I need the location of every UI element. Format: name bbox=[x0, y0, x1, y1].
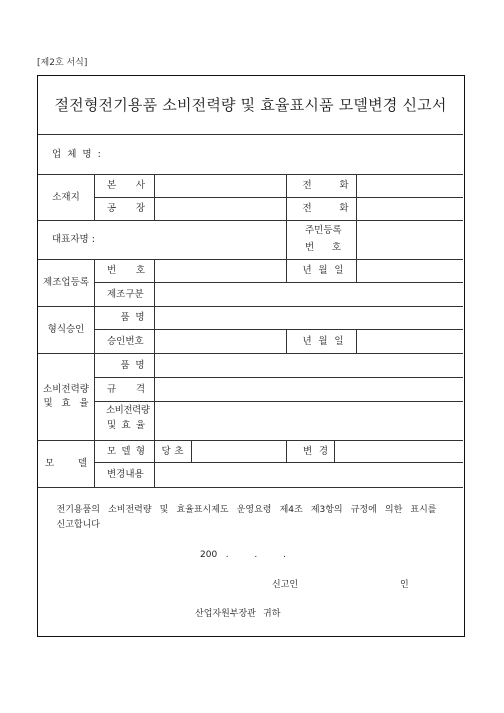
registration-number-label: 번 호 bbox=[107, 265, 145, 276]
original-label: 당 초 bbox=[161, 445, 184, 457]
change-details-label: 변경내용 bbox=[107, 469, 144, 480]
change-details-cell bbox=[155, 463, 463, 488]
approval-date-cell bbox=[357, 330, 463, 354]
original-model-cell bbox=[192, 441, 287, 463]
registration-number-label-cell bbox=[95, 260, 155, 283]
resident-number-label-cell bbox=[287, 221, 357, 260]
spec-label: 규 격 bbox=[107, 383, 145, 395]
factory-address-cell bbox=[155, 198, 287, 221]
declaration-form-table bbox=[37, 75, 465, 637]
model-label-cell bbox=[38, 441, 95, 488]
spec-cell bbox=[155, 378, 463, 402]
factory-phone-label: 전 화 bbox=[302, 203, 349, 214]
efficiency-product-label-cell bbox=[95, 354, 155, 378]
consumption-value-cell bbox=[155, 402, 463, 441]
head-office-address-cell bbox=[155, 175, 287, 198]
changed-label-cell bbox=[287, 441, 335, 463]
changed-label: 변 경 bbox=[303, 445, 328, 457]
approval-date-label: 년 월 일 bbox=[302, 335, 344, 347]
model-type-label: 모 델 형 bbox=[107, 445, 145, 457]
representative-row bbox=[38, 221, 287, 260]
applicant-label: 신고인 bbox=[272, 579, 299, 590]
registration-number-cell bbox=[155, 260, 287, 283]
company-name-label: 업 체 명 : bbox=[52, 148, 101, 160]
declaration-statement-line2: 신고합니다 bbox=[56, 519, 100, 530]
consumption-efficiency-label bbox=[38, 354, 95, 441]
registration-date-cell bbox=[357, 260, 463, 283]
type-approval-label: 형식승인 bbox=[38, 307, 95, 354]
consumption-value-label-line2: 및 효 율 bbox=[107, 420, 145, 431]
head-office-label: 본 사 bbox=[107, 180, 145, 191]
approval-product-label-cell bbox=[95, 307, 155, 330]
resident-number-label-line1: 주민등록 bbox=[305, 224, 342, 236]
approval-number-label-cell bbox=[95, 330, 155, 354]
resident-number-cell bbox=[357, 221, 463, 260]
changed-model-cell bbox=[335, 441, 463, 463]
factory-phone-label-cell bbox=[287, 198, 357, 221]
change-details-label-cell bbox=[95, 463, 155, 488]
consumption-efficiency-label-line1: 소비전력량 bbox=[43, 384, 89, 395]
factory-phone-cell bbox=[357, 198, 463, 221]
form-number: [제2호 서식] bbox=[37, 58, 88, 68]
company-name-row bbox=[38, 135, 463, 175]
original-label-cell bbox=[155, 441, 192, 463]
consumption-value-label-line1: 소비전력량 bbox=[106, 405, 150, 416]
approval-product-label: 품 명 bbox=[120, 312, 145, 323]
approval-product-cell bbox=[155, 307, 463, 330]
efficiency-product-label: 품 명 bbox=[120, 359, 145, 371]
spec-label-cell bbox=[95, 378, 155, 402]
factory-label-cell bbox=[95, 198, 155, 221]
form-title: 절전형전기용품 소비전력량 및 효율표시품 모델변경 신고서 bbox=[38, 76, 463, 135]
addressee: 산업자원부장관 bbox=[195, 608, 256, 619]
approval-number-label: 승인번호 bbox=[107, 335, 144, 347]
manufacturing-category-cell bbox=[155, 283, 463, 307]
registration-date-label-cell bbox=[287, 260, 357, 283]
approval-date-label-cell bbox=[287, 330, 357, 354]
head-office-phone-cell bbox=[357, 175, 463, 198]
factory-label: 공 장 bbox=[107, 203, 145, 214]
model-label: 모 델 bbox=[45, 458, 87, 469]
resident-number-label-line2: 번 호 bbox=[305, 241, 341, 253]
registration-date-label: 년 월 일 bbox=[302, 265, 344, 276]
declaration-section bbox=[38, 488, 463, 635]
manufacturing-registration-label: 제조업등록 bbox=[38, 260, 95, 307]
manufacturing-category-label-cell bbox=[95, 283, 155, 307]
approval-number-cell bbox=[155, 330, 287, 354]
consumption-value-label-cell bbox=[95, 402, 155, 441]
model-type-label-cell bbox=[95, 441, 155, 463]
seal-label: 인 bbox=[400, 579, 409, 590]
address-label: 소재지 bbox=[38, 175, 95, 221]
head-office-phone-label-cell bbox=[287, 175, 357, 198]
head-office-label-cell bbox=[95, 175, 155, 198]
addressee-honorific: 귀하 bbox=[263, 608, 281, 619]
efficiency-product-cell bbox=[155, 354, 463, 378]
manufacturing-category-label: 제조구분 bbox=[107, 288, 144, 300]
declaration-statement-line1: 전기용품의 소비전력량 및 효율표시제도 운영요령 제4조 제3항의 규정에 의한 표시를 bbox=[56, 504, 437, 515]
head-office-phone-label: 전 화 bbox=[302, 180, 349, 191]
declaration-date: 200 . . . bbox=[200, 549, 286, 560]
consumption-efficiency-label-line2: 및 효 율 bbox=[43, 398, 89, 409]
representative-label: 대표자명 : bbox=[52, 234, 95, 245]
